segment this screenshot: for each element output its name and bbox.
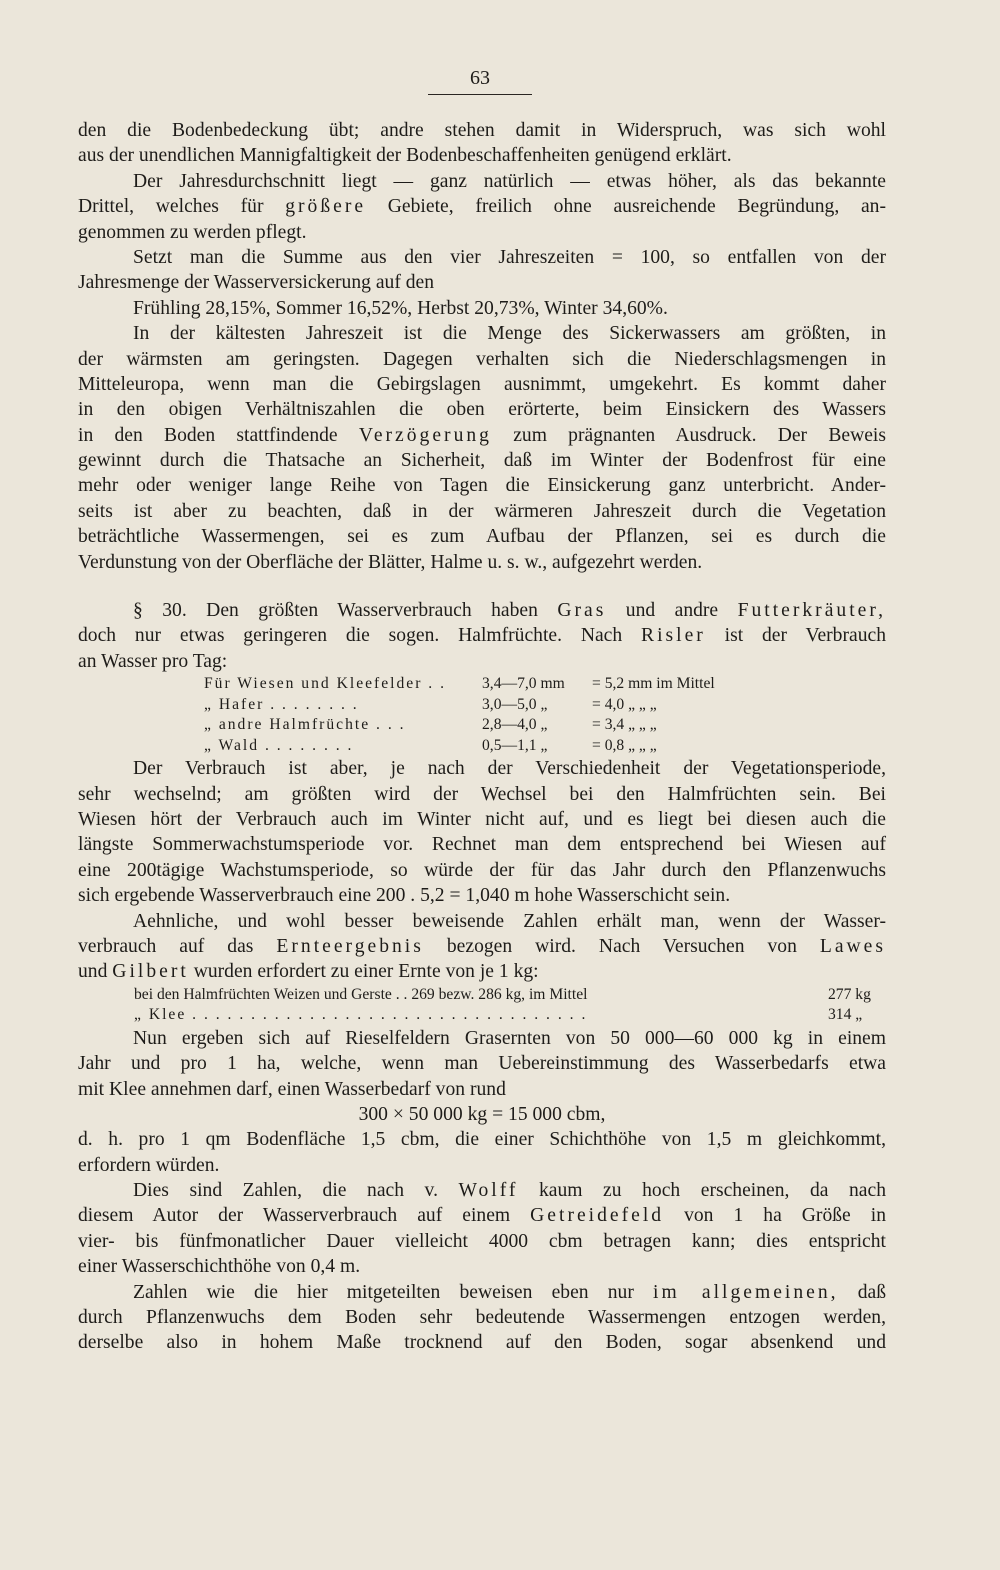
text-line: Jahr und pro 1 ha, welche, wenn man Uebereinstimmung des Wasserbedarfs etwa	[78, 1053, 886, 1075]
text-line: doch nur etwas geringeren die sogen. Halmfrüchte. Nach Risler ist der Verbrauch	[78, 625, 886, 647]
table-row: bei den Halmfrüchten Weizen und Gerste . . 269 bezw. 286 kg, im Mittel 277 kg	[134, 985, 871, 1003]
text-line: Der Verbrauch ist aber, je nach der Verschiedenheit der Vegetationsperiode,	[133, 758, 886, 780]
page-number-rule	[428, 94, 532, 95]
text-line: durch Pflanzenwuchs dem Boden sehr bedeutende Wassermengen entzogen werden,	[78, 1307, 886, 1329]
formula-line: 300 × 50 000 kg = 15 000 cbm,	[358, 1103, 606, 1125]
harvest-table	[78, 985, 886, 1026]
text-line: mehr oder weniger lange Reihe von Tagen die Einsickerung ganz unterbricht. Ander-	[78, 475, 886, 497]
text-line: der wärmsten am geringsten. Dagegen verhalten sich die Niederschlagsmengen in	[78, 348, 886, 370]
spaced-emphasis: Risler	[641, 625, 706, 647]
table-row: „ Klee . . . . . . . . . . . . . . . . . . . . . . . . . . . . . . . . . . 314 „	[134, 1006, 863, 1024]
text-line: Verdunstung von der Oberfläche der Blätter, Halme u. s. w., aufgezehrt werden.	[78, 551, 703, 573]
text-line: in den Boden stattfindende Verzögerung zum prägnanten Ausdruck. Der Beweis	[78, 424, 887, 446]
spaced-emphasis: Lawes	[819, 935, 886, 957]
text-line: Jahresmenge der Wasserversickerung auf den	[78, 272, 435, 294]
text-line: Setzt man die Summe aus den vier Jahreszeiten = 100, so entfallen von der	[133, 246, 886, 268]
text-line: Wiesen hört der Verbrauch auch im Winter nicht auf, und es liegt bei diesen auch die	[78, 808, 886, 830]
text-line: eine 200tägige Wachstumsperiode, so würde der für das Jahr durch den Pflanzenwuchs	[78, 859, 886, 881]
text-line: gewinnt durch die Thatsache an Sicherheit, daß im Winter der Bodenfrost für eine	[78, 450, 886, 472]
text-line: derselbe also in hohem Maße trocknend auf den Boden, sogar absenkend und	[78, 1332, 886, 1354]
text-line: Mitteleuropa, wenn man die Gebirgslagen ausnimmt, umgekehrt. Es kommt daher	[78, 373, 886, 395]
water-consumption-table	[78, 674, 886, 756]
text-line: in den obigen Verhältniszahlen die oben erörterte, beim Einsickern des Wassers	[78, 399, 886, 421]
text-line: Zahlen wie die hier mitgeteilten beweisen eben nur im allgemeinen, daß	[133, 1281, 886, 1303]
section-heading-line: § 30. Den größten Wasserverbrauch haben Gras und andre Futterkräuter,	[133, 600, 886, 622]
text-line: und Gilbert wurden erfordert zu einer Ernte von je 1 kg:	[78, 961, 539, 983]
body-text	[78, 118, 886, 1356]
text-line: d. h. pro 1 qm Bodenfläche 1,5 cbm, die einer Schichthöhe von 1,5 m gleichkommt,	[78, 1129, 886, 1151]
spaced-emphasis: Ernteergebnis	[276, 935, 424, 957]
text-line: Aehnliche, und wohl besser beweisende Zahlen erhält man, wenn der Wasser-	[133, 910, 886, 932]
text-line: verbrauch auf das Ernteergebnis bezogen wird. Nach Versuchen von Lawes	[78, 935, 886, 957]
spaced-emphasis: Gilbert	[112, 961, 189, 983]
page-number: 63	[470, 67, 490, 89]
text-line: Drittel, welches für größere Gebiete, freilich ohne ausreichende Begründung, an-	[78, 196, 886, 218]
spaced-emphasis: Futterkräuter,	[737, 600, 886, 622]
text-line: Nun ergeben sich auf Rieselfeldern Grasernten von 50 000—60 000 kg in einem	[133, 1027, 886, 1049]
spaced-emphasis: Gras	[557, 600, 607, 622]
text-line: erfordern würden.	[78, 1154, 220, 1176]
spaced-emphasis: im allgemeinen,	[653, 1281, 839, 1303]
text-line: seits ist aber zu beachten, daß in der wärmeren Jahreszeit durch die Vegetation	[78, 500, 886, 522]
text-line: längste Sommerwachstumsperiode vor. Rechnet man dem entsprechend bei Wiesen auf	[78, 834, 886, 856]
text-line: diesem Autor der Wasserverbrauch auf einem Getreidefeld von 1 ha Größe in	[78, 1205, 886, 1227]
text-line: vier- bis fünfmonatlicher Dauer vielleicht 4000 cbm betragen kann; dies entspricht	[78, 1230, 886, 1252]
text-line: aus der unendlichen Mannigfaltigkeit der Bodenbeschaffenheiten genügend erklärt.	[78, 145, 732, 167]
spaced-emphasis: Verzögerung	[358, 424, 492, 446]
table-row: „ andre Halmfrüchte . . . 2,8—4,0 „ = 3,4 „ „ „	[204, 716, 657, 734]
spaced-emphasis: Getreidefeld	[530, 1205, 665, 1227]
table-row: Für Wiesen und Kleefelder . . 3,4—7,0 mm = 5,2 mm im Mittel	[204, 675, 715, 693]
spaced-emphasis: Wolff	[458, 1180, 519, 1202]
text-line: In der kältesten Jahreszeit ist die Menge des Sickerwassers am größten, in	[133, 323, 886, 345]
seasons-line: Frühling 28,15%, Sommer 16,52%, Herbst 20,73%, Winter 34,60%.	[133, 297, 668, 319]
text-line: Der Jahresdurchschnitt liegt — ganz natürlich — etwas höher, als das bekannte	[133, 170, 886, 192]
text-line: sich ergebende Wasserverbrauch eine 200 . 5,2 = 1,040 m hohe Wasserschicht sein.	[78, 885, 731, 907]
text-line: mit Klee annehmen darf, einen Wasserbedarf von rund	[78, 1078, 506, 1100]
text-line: an Wasser pro Tag:	[78, 650, 228, 672]
text-line: genommen zu werden pflegt.	[78, 221, 307, 243]
table-row: „ Wald . . . . . . . . 0,5—1,1 „ = 0,8 „ „ „	[204, 736, 657, 754]
table-row: „ Hafer . . . . . . . . 3,0—5,0 „ = 4,0 „ „ „	[204, 695, 657, 713]
text-line: den die Bodenbedeckung übt; andre stehen damit in Widerspruch, was sich wohl	[78, 120, 886, 141]
text-line: beträchtliche Wassermengen, sei es zum Aufbau der Pflanzen, sei es durch die	[78, 526, 886, 548]
text-line: einer Wasserschichthöhe von 0,4 m.	[78, 1256, 361, 1278]
spaced-emphasis: größere	[285, 196, 367, 218]
text-line: Dies sind Zahlen, die nach v. Wolff kaum zu hoch erscheinen, da nach	[133, 1180, 886, 1202]
text-line: sehr wechselnd; am größten wird der Wechsel bei den Halmfrüchten sein. Bei	[78, 783, 886, 805]
